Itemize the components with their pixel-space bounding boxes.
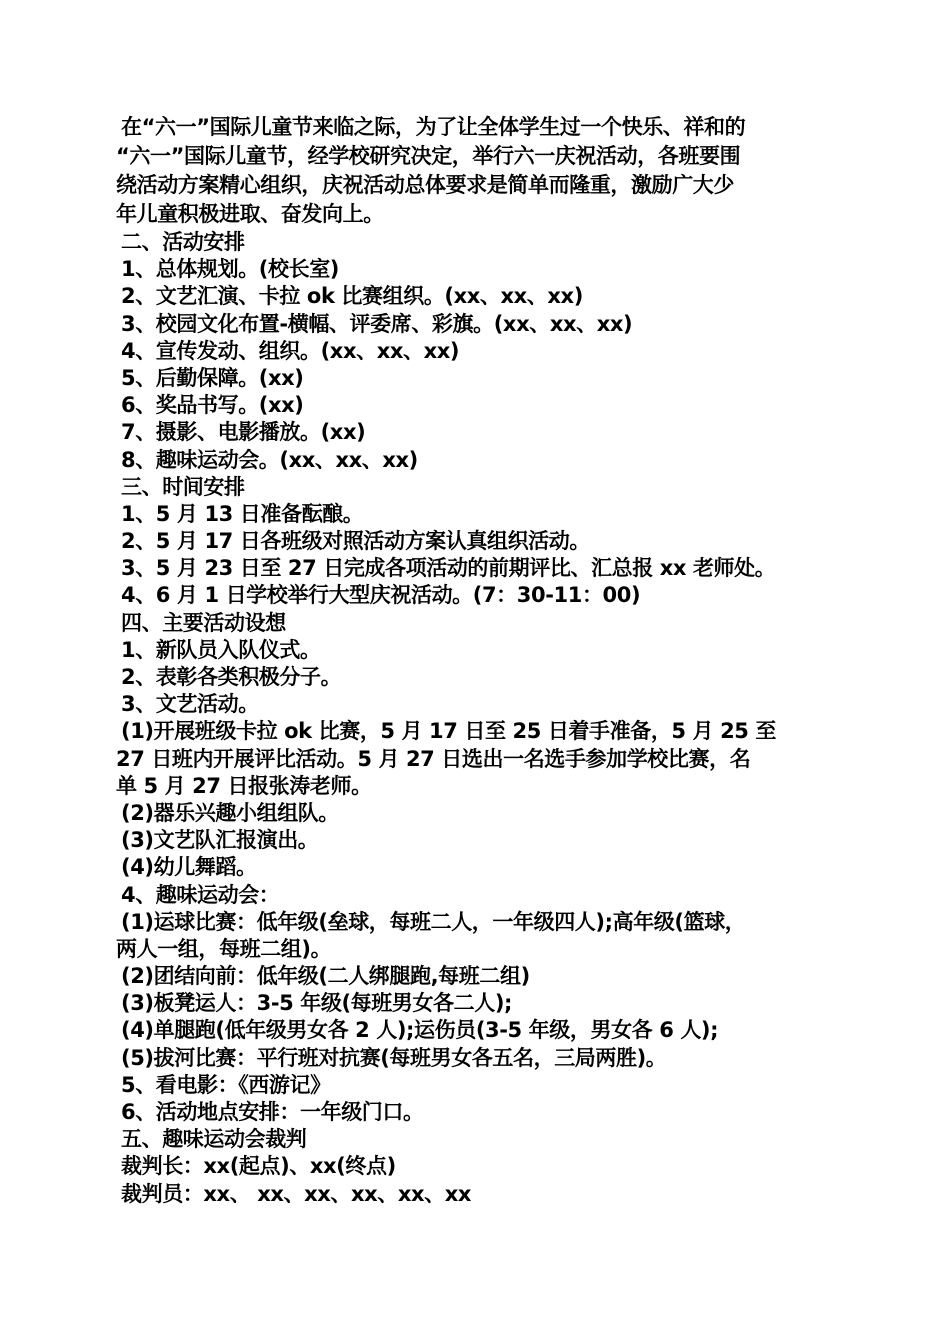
list-item: 3、文艺活动。 xyxy=(121,692,259,717)
intro-line: “六一”国际儿童节，经学校研究决定，举行六一庆祝活动，各班要围 xyxy=(116,144,741,168)
section-heading: 二、活动安排 xyxy=(121,230,245,254)
list-item: (4)单腿跑(低年级男女各 2 人);运伤员(3-5 年级，男女各 6 人); xyxy=(121,1018,719,1043)
section-heading: 四、主要活动设想 xyxy=(121,610,286,635)
list-item: 4、6 月 1 日学校举行大型庆祝活动。(7：30-11：00) xyxy=(121,583,641,608)
list-item: (2)器乐兴趣小组组队。 xyxy=(121,800,340,825)
list-item: 5、后勤保障。(xx) xyxy=(121,365,304,390)
list-item: 2、文艺汇演、卡拉 ok 比赛组织。(xx、xx、xx) xyxy=(121,284,583,309)
list-item: 4、宣传发动、组织。(xx、xx、xx) xyxy=(121,338,460,363)
intro-line: 年儿童积极进取、奋发向上。 xyxy=(116,202,384,226)
list-item-continued: 27 日班内开展评比活动。5 月 27 日选出一名选手参加学校比赛，名 xyxy=(116,746,751,771)
list-item: (3)板凳运人：3-5 年级(每班男女各二人); xyxy=(121,991,513,1016)
list-item: (4)幼儿舞蹈。 xyxy=(121,855,257,880)
list-item: 2、表彰各类积极分子。 xyxy=(121,665,342,689)
list-item: 8、趣味运动会。(xx、xx、xx) xyxy=(121,447,418,472)
intro-line: 在“六一”国际儿童节来临之际，为了让全体学生过一个快乐、祥和的 xyxy=(121,115,746,139)
list-item: 6、奖品书写。(xx) xyxy=(121,393,304,418)
document-body xyxy=(116,113,836,1208)
list-item-continued: 单 5 月 27 日报张涛老师。 xyxy=(116,773,372,798)
list-item: (5)拔河比赛：平行班对抗赛(每班男女各五名，三局两胜)。 xyxy=(121,1045,667,1070)
section-heading: 三、时间安排 xyxy=(121,474,245,499)
list-item: (2)团结向前：低年级(二人绑腿跑,每班二组) xyxy=(121,964,530,989)
list-item: 1、新队员入队仪式。 xyxy=(121,637,321,662)
section-heading: 五、趣味运动会裁判 xyxy=(121,1127,307,1152)
list-item: 裁判长：xx(起点)、xx(终点) xyxy=(121,1154,396,1179)
list-item: (3)文艺队汇报演出。 xyxy=(121,828,319,853)
list-item: 5、看电影：《西游记》 xyxy=(121,1072,331,1097)
list-item: 7、摄影、电影播放。(xx) xyxy=(121,420,366,445)
list-item: 1、总体规划。(校长室) xyxy=(121,257,340,282)
list-item: 3、校园文化布置-横幅、评委席、彩旗。(xx、xx、xx) xyxy=(121,311,633,336)
list-item: 3、5 月 23 日至 27 日完成各项活动的前期评比、汇总报 xx 老师处。 xyxy=(121,556,776,581)
list-item-continued: 两人一组，每班二组)。 xyxy=(116,936,332,961)
list-item: 4、趣味运动会： xyxy=(121,882,280,907)
list-item: (1)运球比赛：低年级(垒球，每班二人，一年级四人);高年级(篮球， xyxy=(121,909,746,934)
intro-paragraph xyxy=(116,113,836,229)
list-item: 1、5 月 13 日准备酝酿。 xyxy=(121,501,364,526)
list-item: 裁判员：xx、 xx、xx、xx、xx、xx xyxy=(121,1181,472,1206)
intro-line: 绕活动方案精心组织，庆祝活动总体要求是简单而隆重，激励广大少 xyxy=(116,173,734,197)
list-item: (1)开展班级卡拉 ok 比赛，5 月 17 日至 25 日着手准备，5 月 25 至 xyxy=(121,719,777,744)
list-item: 6、活动地点安排：一年级门口。 xyxy=(121,1100,424,1124)
list-item: 2、5 月 17 日各班级对照活动方案认真组织活动。 xyxy=(121,529,590,554)
